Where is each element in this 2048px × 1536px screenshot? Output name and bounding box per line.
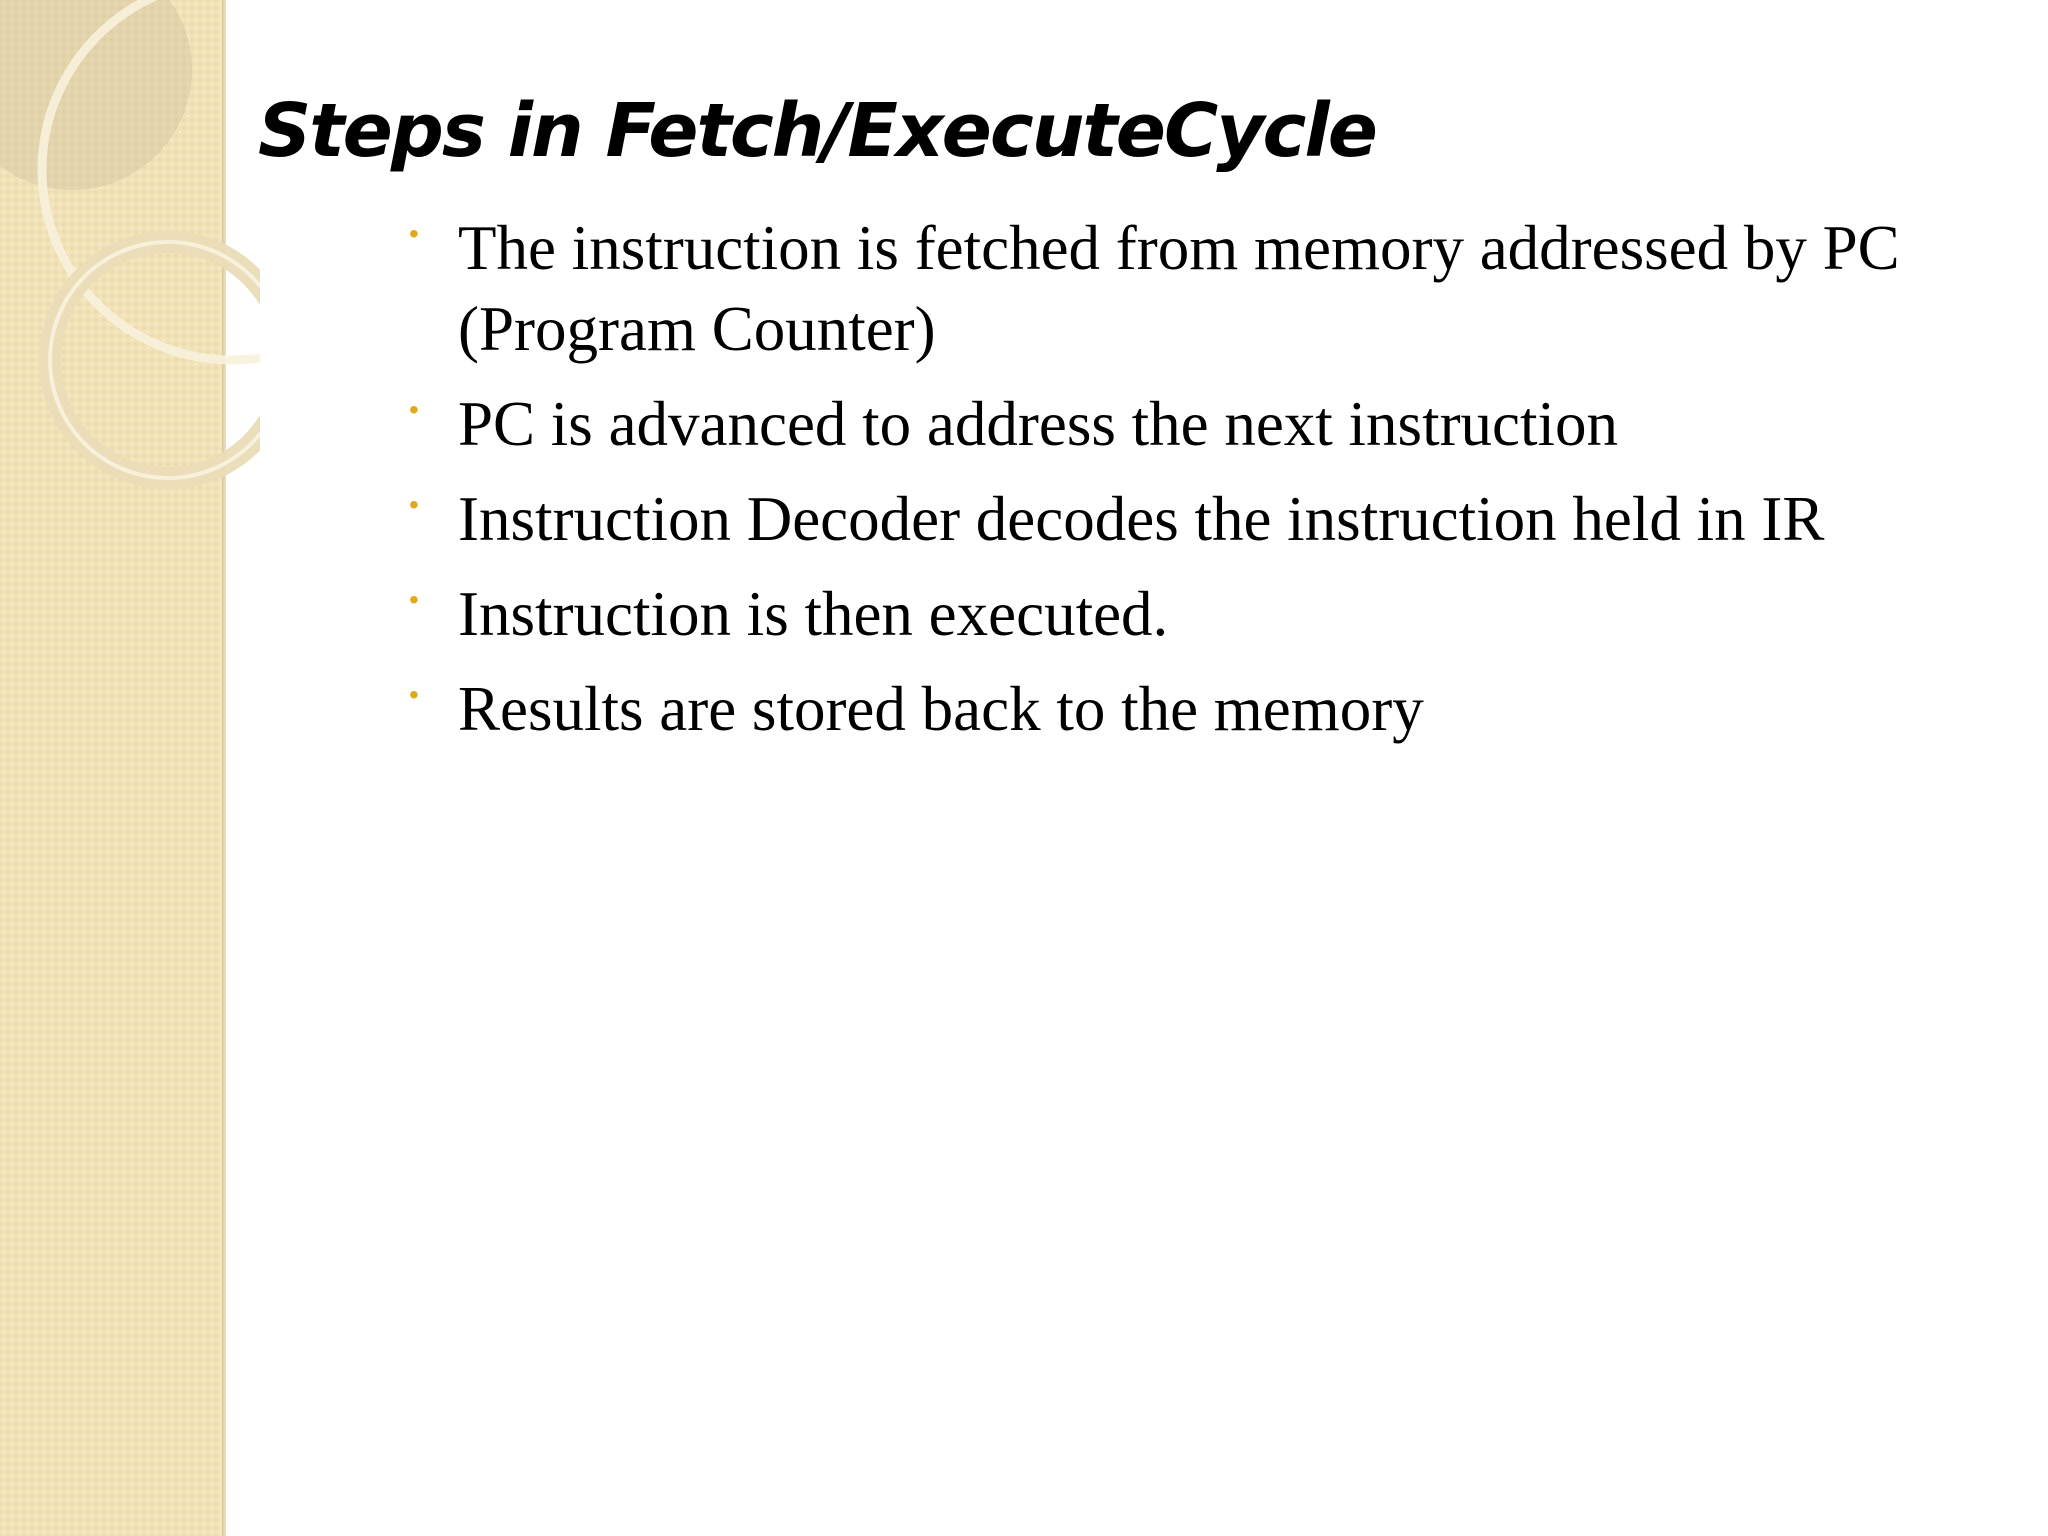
bullet-dot-icon: • — [409, 584, 419, 615]
bullet-item — [405, 208, 1945, 370]
bullet-dot-icon: • — [409, 218, 419, 249]
bullet-text: Instruction Decoder decodes the instruction held in IR — [458, 484, 1825, 554]
bullet-dot-icon: • — [409, 679, 419, 710]
bullet-text: Instruction is then executed. — [458, 579, 1169, 649]
bullet-dot-icon: • — [409, 489, 419, 520]
bullet-item — [405, 574, 1945, 655]
side-panel-edge — [222, 0, 226, 1536]
bullet-text: Results are stored back to the memory — [458, 674, 1424, 744]
bullet-text: The instruction is fetched from memory addressed by PC (Program Counter) — [458, 213, 1900, 364]
bullet-item — [405, 669, 1945, 750]
bullet-list — [405, 208, 1945, 764]
bullet-item — [405, 384, 1945, 465]
bullet-item — [405, 479, 1945, 560]
bullet-dot-icon: • — [409, 394, 419, 425]
bullet-text: PC is advanced to address the next instruction — [458, 389, 1619, 459]
slide-title: Steps in Fetch/ExecuteCycle — [258, 88, 1376, 174]
side-decoration-panel — [0, 0, 226, 1536]
